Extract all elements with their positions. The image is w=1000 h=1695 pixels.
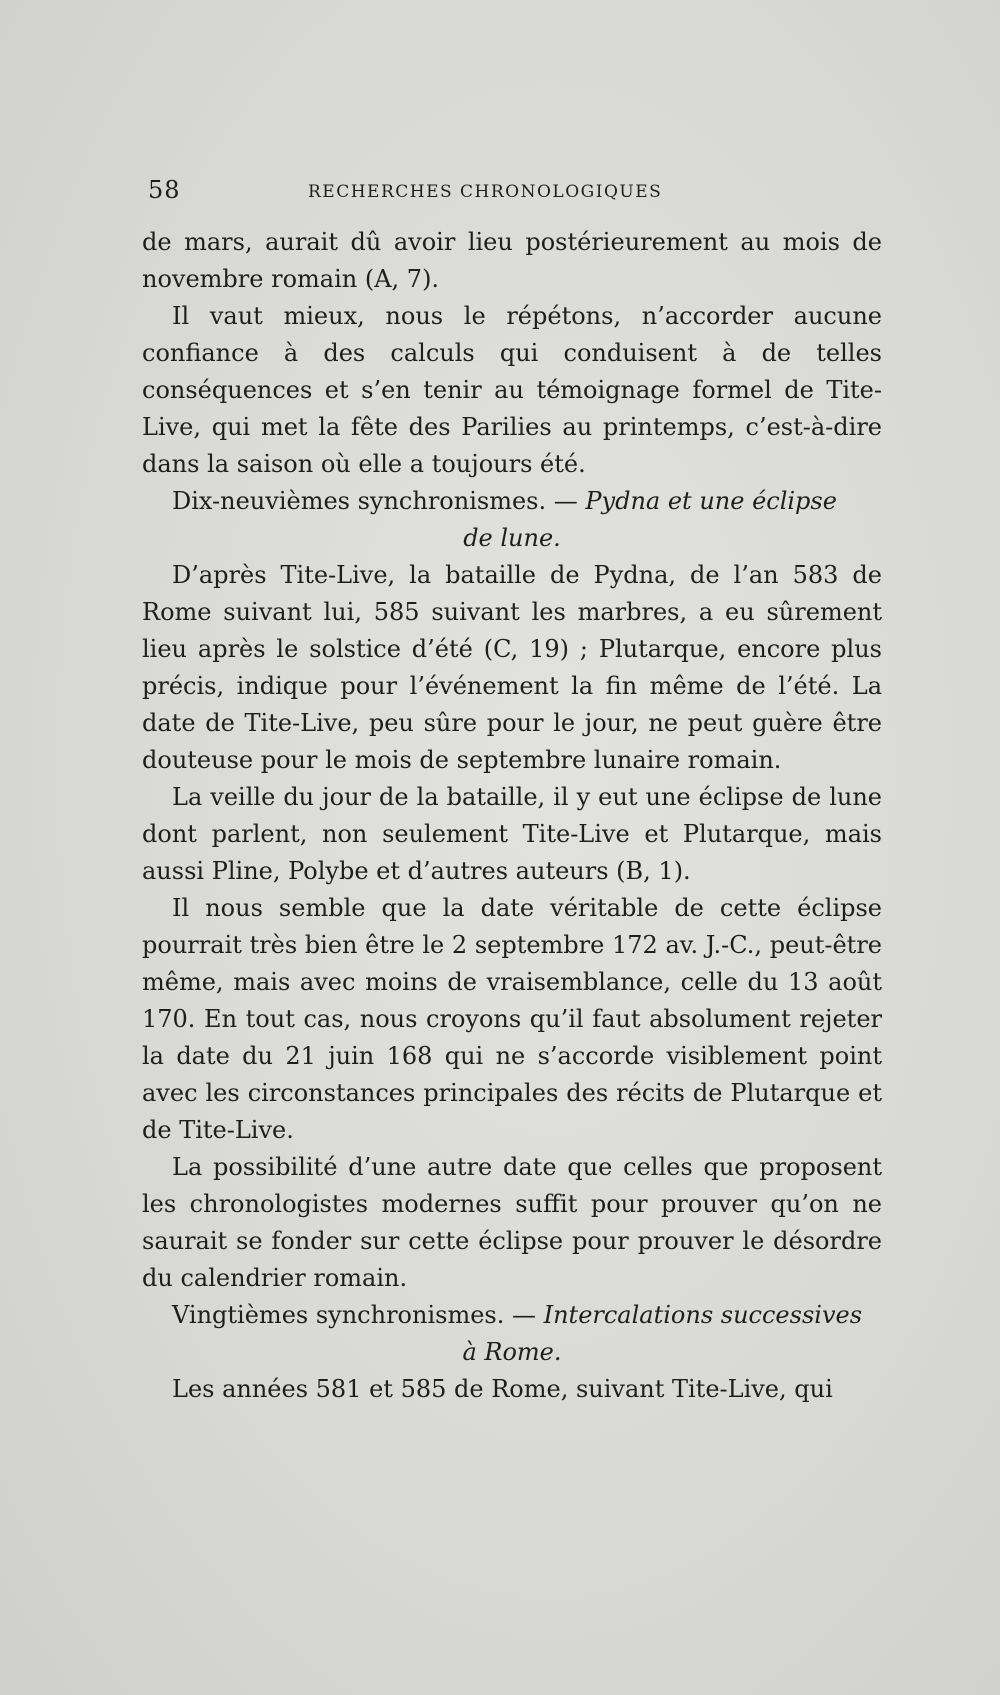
paragraph: Il vaut mieux, nous le répétons, n’accorder aucune confiance à des calculs qui conduisent à de telles conséquences et s’en tenir au témoignage formel de Tite-Live, qui met la fête des Parilies au printemps, c’est-à-dire dans la saison où elle a toujours été. <box>142 302 882 478</box>
paragraph: Il nous semble que la date véritable de cette éclipse pourrait très bien être le 2 septembre 172 av. J.-C., peut-être même, mais avec moins de vraisemblance, celle du 13 août 170. En tout cas, nous croyons qu’il faut absolument rejeter la date du 21 juin 168 qui ne s’accorde visiblement point avec les circonstances principales des récits de Plutarque et de Tite-Live. <box>142 894 882 1144</box>
paragraph: La possibilité d’une autre date que celles que proposent les chronologistes modernes suffit pour prouver qu’on ne saurait se fonder sur cette éclipse pour prouver le désordre du calendrier romain. <box>142 1153 882 1292</box>
section-heading-label: Vingtièmes synchronismes. — <box>172 1301 544 1329</box>
section-heading <box>142 1297 882 1371</box>
page-number: 58 <box>148 176 181 204</box>
page-header <box>148 176 888 210</box>
paragraph: La veille du jour de la bataille, il y eut une éclipse de lune dont parlent, non seulement Tite-Live et Plutarque, mais aussi Pline, Polybe et d’autres auteurs (B, 1). <box>142 783 882 885</box>
paragraph: de mars, aurait dû avoir lieu postérieurement au mois de novembre romain (A, 7). <box>142 228 882 293</box>
section-heading-title-continued: de lune. <box>463 524 561 552</box>
running-head: RECHERCHES CHRONOLOGIQUES <box>308 182 663 202</box>
paragraph: Les années 581 et 585 de Rome, suivant Tite-Live, qui <box>172 1375 833 1403</box>
section-heading-label: Dix-neuvièmes synchronismes. — <box>172 487 586 515</box>
section-heading-title: Pydna et une éclipse <box>585 487 837 515</box>
section-heading-title-continued: à Rome. <box>462 1338 562 1366</box>
page-body <box>142 224 882 1408</box>
paragraph: D’après Tite-Live, la bataille de Pydna, de l’an 583 de Rome suivant lui, 585 suivant les marbres, a eu sûrement lieu après le solstice d’été (C, 19) ; Plutarque, encore plus précis, indique pour l’événement la fin même de l’été. La date de Tite-Live, peu sûre pour le jour, ne peut guère être douteuse pour le mois de septembre lunaire romain. <box>142 561 882 774</box>
section-heading <box>142 483 882 557</box>
section-heading-title: Intercalations successives <box>543 1301 863 1329</box>
